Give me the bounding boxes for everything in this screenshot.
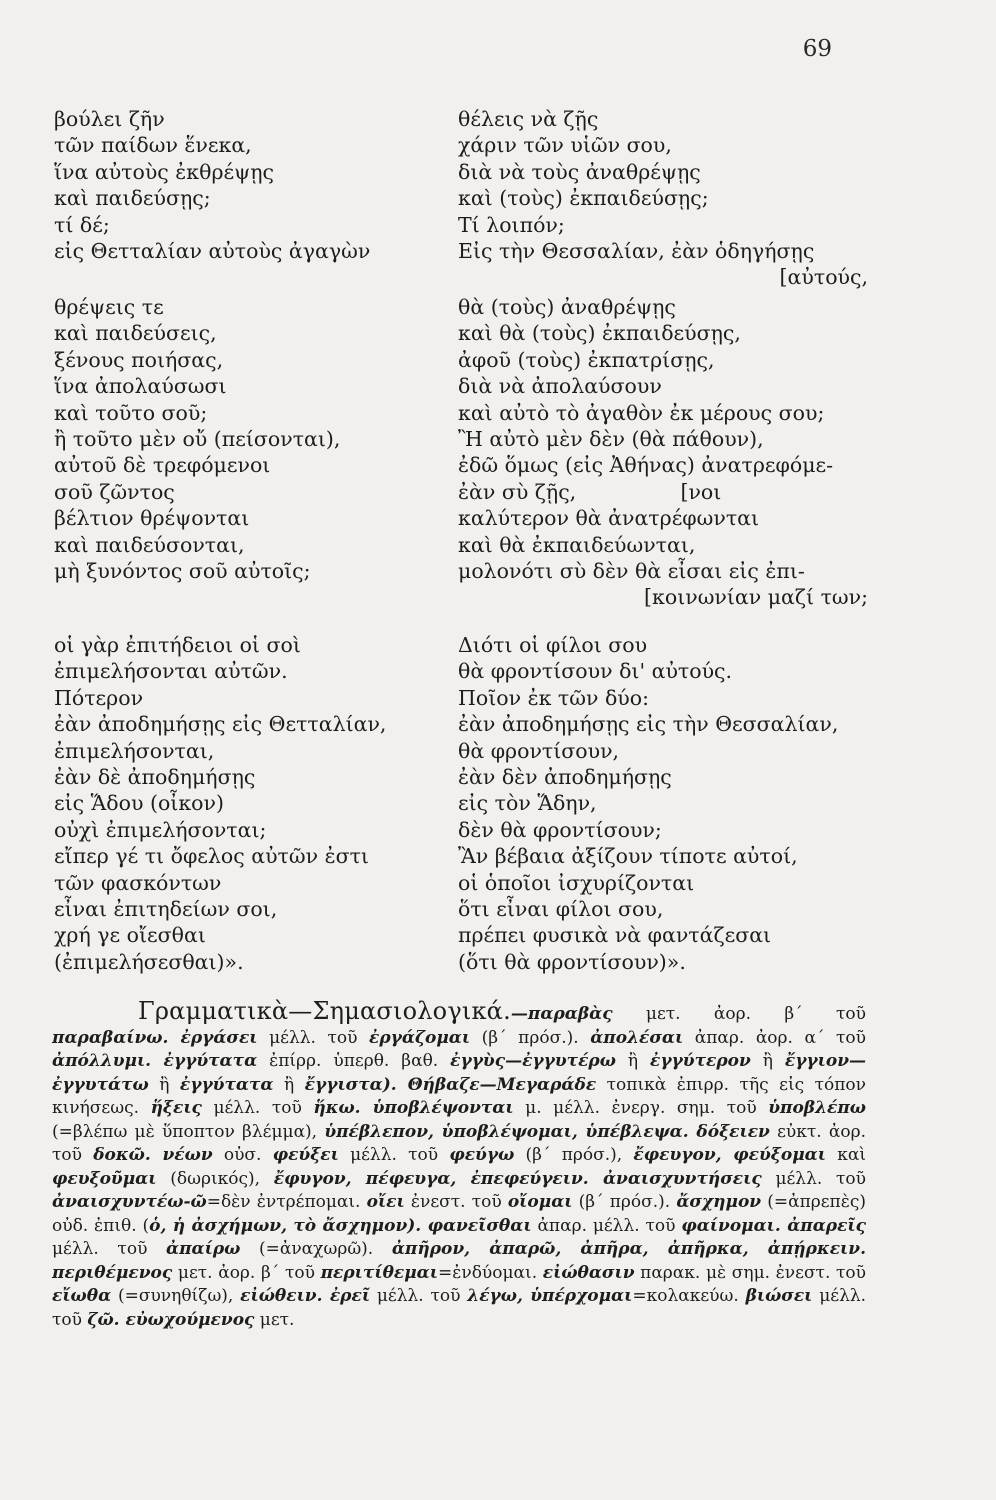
note-text: οὐσ. [212,1145,273,1165]
verse-line: ἐὰν σὺ ζῇς, [νοι [458,479,722,504]
note-text: μετ. ἀορ. β΄ τοῦ [172,1262,321,1283]
verse-line: καὶ παιδεύσεις, [54,321,217,346]
note-term: λέγω, ὑπέρχομαι [467,1286,633,1306]
note-text: ἢ [148,1074,180,1095]
note-term: εἰώθειν. ἐρεῖ [240,1286,371,1306]
note-term: φεύγω [449,1145,515,1165]
note-term: ἔφυγον, πέφευγα, ἐπεφεύγειν. ἀναισχυντήσεις [273,1168,762,1189]
verse-line: μὴ ξυνόντος σοῦ αὐτοῖς; [54,558,311,583]
verse-line: ξένους ποιήσας, [54,347,224,372]
note-term: —παραβὰς [510,1004,613,1024]
note-term: ἄσχημον [676,1192,762,1212]
verse-line: ἐπιμελήσονται αὐτῶν. [54,659,288,684]
verse-line: (ὅτι θὰ φροντίσουν)». [458,949,686,974]
ancient-text-block-1 [54,106,444,264]
note-term: οἴομαι [507,1192,573,1212]
note-text: μέλλ. τοῦ [52,1239,167,1259]
verse-line: καὶ τοῦτο σοῦ; [54,400,208,425]
note-text: μέλλ. τοῦ [257,1027,369,1048]
verse-line: ἀφοῦ (τοὺς) ἐκπατρίσῃς, [458,347,715,372]
note-text: μετ. [254,1309,295,1330]
note-term: ἐγγὺς—ἐγγυτέρω [450,1051,616,1071]
verse-line: Ἢ αὐτὸ μὲν δὲν (θὰ πάθουν), [458,426,764,451]
note-term: φαίνομαι. ἀπαρεῖς [681,1215,867,1236]
verse-line: Τί λοιπόν; [458,212,565,237]
verse-line: ὅτι εἶναι φίλοι σου, [458,896,664,921]
note-text: (β΄ πρόσ.). [470,1027,591,1048]
note-term: δοκῶ. νέων [93,1145,213,1165]
note-term: βιώσει [745,1286,813,1306]
verse-line: Πότερον [54,685,144,710]
note-text: ἢ [273,1074,305,1095]
verse-line: ἵνα ἀπολαύσωσι [54,374,227,399]
note-text: μέλλ. τοῦ [761,1168,866,1189]
translation-block-3 [458,632,868,975]
note-text: =κολακεύω. [632,1286,746,1306]
translation-block-2 [458,294,868,611]
verse-line: μολονότι σὺ δὲν θὰ εἶσαι εἰς ἐπι- [458,558,805,583]
note-text: ἐπίρρ. ὑπερθ. βαθ. [257,1051,451,1071]
verse-line: τῶν παίδων ἕνεκα, [54,133,252,158]
verse-line: ἢ τοῦτο μὲν οὔ (πείσονται), [54,426,341,451]
verse-line: εἶναι ἐπιτηδείων σοι, [54,896,278,921]
note-text: (=βλέπω μὲ ὕποπτον βλέμμα), [52,1121,325,1142]
verse-line: Ποῖον ἐκ τῶν δύο: [458,685,649,710]
grammar-notes [52,997,867,1332]
note-term: ζῶ. εὐωχούμενος [87,1309,255,1330]
note-term: ἔφευγον, φεύξομαι [633,1145,826,1165]
verse-line: οἱ ὁποῖοι ἰσχυρίζονται [458,870,695,895]
verse-line: [αὐτούς, [779,265,868,290]
note-term: οἴει [366,1192,405,1212]
translation-block-1 [458,106,868,291]
note-term: ἀπῆρον, ἀπαρῶ, ἀπῆρα, ἀπῆρκα, ἀπῄρκειν. περιθέμενος [52,1239,866,1283]
note-term: εἴωθα [52,1286,112,1306]
note-text: (=συνηθίζω), [111,1286,241,1306]
verse-line: καὶ θὰ (τοὺς) ἐκπαιδεύσῃς, [458,321,741,346]
verse-line: ἐπιμελήσονται, [54,738,215,763]
notes-heading: Γραμματικὰ—Σημασιολογικά. [138,997,511,1025]
verse-line: βούλει ζῆν [54,107,165,131]
verse-line: εἰς τὸν Ἅδην, [458,791,597,816]
note-term: παραβαίνω. ἐργάσει [52,1027,258,1048]
verse-line: οὐχὶ ἐπιμελήσονται; [54,817,267,842]
note-term: ἔγγιον—ἐγγυτάτω [52,1051,866,1095]
note-term: ὁ, ἡ ἀσχήμων, τὸ ἄσχημον). φανεῖσθαι [149,1215,532,1236]
verse-line: καὶ παιδεύσῃς; [54,186,211,211]
ancient-text-block-3 [54,632,444,975]
verse-line: καλύτερον θὰ ἀνατρέφωνται [458,506,760,531]
verse-line: καὶ παιδεύσονται, [54,532,245,557]
verse-line: εἰς Ἅδου (οἶκον) [54,791,224,816]
note-text: ἀπαρ. ἀορ. α΄ τοῦ [683,1027,867,1048]
verse-line: ἐὰν δὲ ἀποδημήσῃς [54,764,256,789]
verse-line: θὰ φροντίσουν, [458,738,620,763]
note-text: (=ἀναχωρῶ). [240,1239,392,1259]
note-term: φεύξει [272,1145,339,1165]
note-term: ἔγγιστα). Θήβαζε—Μεγαράδε [304,1074,597,1095]
verse-line: σοῦ ζῶντος [54,479,175,504]
verse-line: Εἰς τὴν Θεσσαλίαν, ἐὰν ὁδηγήσῃς [458,238,815,263]
verse-line: διὰ νὰ τοὺς ἀναθρέψῃς [458,159,701,184]
verse-line: τί δέ; [54,212,110,237]
note-term: ἀναισχυντέω-ῶ [52,1192,207,1212]
note-term: ἐγγύτατα [179,1074,274,1095]
note-text: (=ἀπρεπὲς) οὐδ. ἐπιθ. ( [52,1192,867,1236]
verse-line: καὶ θὰ ἐκπαιδεύωνται, [458,532,696,557]
note-text: καὶ [825,1145,866,1165]
note-text: μ. μέλλ. ἐνεργ. σημ. τοῦ [513,1098,769,1118]
note-text: (β΄ πρόσ.). [572,1192,677,1212]
note-term: ἥκω. ὑποβλέψονται [313,1098,514,1118]
note-term: ἐργάζομαι [369,1027,471,1048]
note-text: μέλλ. τοῦ [52,1286,867,1330]
verse-line: (ἐπιμελήσεσθαι)». [54,949,244,974]
note-text: =δὲν ἐντρέπομαι. [206,1192,367,1212]
note-term: ἀπαίρω [166,1239,241,1259]
note-text: ἢ [615,1051,650,1071]
verse-line: πρέπει φυσικὰ νὰ φαντάζεσαι [458,923,772,948]
verse-line: καὶ (τοὺς) ἐκπαιδεύσῃς; [458,186,709,211]
verse-line: χάριν τῶν υἱῶν σου, [458,133,672,158]
note-text: ἀπαρ. μέλλ. τοῦ [531,1215,682,1236]
verse-line: διὰ νὰ ἀπολαύσουν [458,374,662,399]
note-term: περιτίθεμαι [320,1262,438,1283]
note-term: εἰώθασιν [542,1262,635,1283]
verse-line: ἐδῶ ὅμως (εἰς Ἀθήνας) ἀνατρεφόμε- [458,453,834,478]
note-text: =ἐνδύομαι. [438,1262,543,1283]
note-text: ἐνεστ. τοῦ [404,1192,508,1212]
verse-line: ἐὰν ἀποδημήσῃς εἰς Θετταλίαν, [54,712,387,737]
ancient-text-block-2 [54,294,444,584]
verse-line: ἐὰν ἀποδημήσῃς εἰς τὴν Θεσσαλίαν, [458,712,839,737]
note-text: (β΄ πρόσ.), [514,1145,634,1165]
verse-line: καὶ αὐτὸ τὸ ἀγαθὸν ἐκ μέρους σου; [458,400,825,425]
verse-line: οἱ γὰρ ἐπιτήδειοι οἱ σοὶ [54,633,301,657]
verse-line: βέλτιον θρέψονται [54,506,250,531]
verse-line: τῶν φασκόντων [54,870,222,895]
note-text: τοπικὰ ἐπιρρ. τῆς εἰς τόπον κινήσεως. [52,1074,866,1118]
verse-line: Ἂν βέβαια ἀξίζουν τίποτε αὐτοί, [458,844,798,869]
verse-line: θέλεις νὰ ζῇς [458,107,599,131]
note-term: ὑπέβλεπον, ὑποβλέψομαι, ὑπέβλεψα. δόξειεν [324,1121,770,1142]
note-term: φευξοῦμαι [52,1168,157,1189]
grammar-notes-paragraph [52,997,867,1332]
note-text: (δωρικός), [156,1168,274,1189]
verse-line: εἴπερ γέ τι ὄφελος αὐτῶν ἐστι [54,844,369,869]
note-term: ὑποβλέπω [768,1098,866,1118]
note-text: μέλλ. τοῦ [370,1286,468,1306]
note-text: μετ. ἀορ. β΄ τοῦ [612,1004,866,1024]
note-text: μέλλ. τοῦ [201,1098,314,1118]
verse-line: Διότι οἱ φίλοι σου [458,633,648,657]
verse-line: ἵνα αὐτοὺς ἐκθρέψῃς [54,159,274,184]
verse-line: χρή γε οἴεσθαι [54,923,206,948]
verse-line: δὲν θὰ φροντίσουν; [458,817,662,842]
page-number: 69 [802,36,832,62]
verse-line: ἐὰν δὲν ἀποδημήσῃς [458,764,672,789]
note-text: εὐκτ. ἀορ. τοῦ [52,1121,866,1165]
note-text: παρακ. μὲ σημ. ἐνεστ. τοῦ [634,1262,866,1283]
verse-line: θὰ (τοὺς) ἀναθρέψῃς [458,295,676,319]
note-term: ἀπόλλυμι. ἐγγύτατα [52,1051,258,1071]
note-term: ἥξεις [150,1098,202,1118]
note-term: ἐγγύτερον [650,1051,751,1071]
note-text: μέλλ. τοῦ [338,1145,450,1165]
note-term: ἀπολέσαι [590,1027,684,1048]
verse-line: θὰ φροντίσουν δι' αὐτούς. [458,659,733,684]
verse-line: [κοινωνίαν μαζί των; [644,585,868,610]
verse-line: αὐτοῦ δὲ τρεφόμενοι [54,453,271,478]
verse-line: θρέψεις τε [54,295,164,319]
note-text: ἢ [750,1051,785,1071]
verse-line: εἰς Θετταλίαν αὐτοὺς ἀγαγὼν [54,238,371,263]
